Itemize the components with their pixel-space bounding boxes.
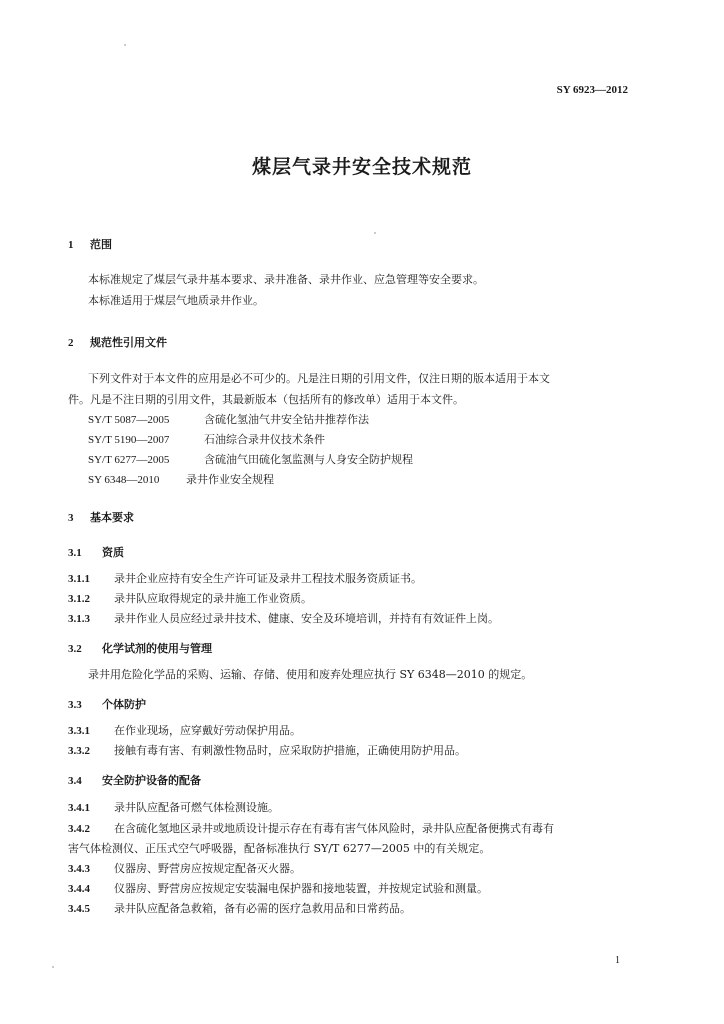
subsection-number: 3.4 — [68, 775, 82, 787]
subsection-number: 3.1 — [68, 547, 82, 559]
clause-number: 3.1.3 — [68, 613, 90, 625]
document-title: 煤层气录井安全技术规范 — [251, 156, 472, 178]
clause-number: 3.4.2 — [68, 823, 90, 835]
reference-item — [88, 471, 274, 487]
clause — [68, 860, 301, 876]
section-2-heading — [68, 334, 167, 350]
scan-speck — [52, 966, 54, 968]
clause — [68, 590, 312, 606]
clause-text: 在含硫化氢地区录井或地质设计提示存在有毒有害气体风险时，录井队应配备便携式有毒有 — [114, 822, 554, 835]
reference-title: 录井作业安全规程 — [186, 473, 274, 486]
reference-item — [88, 411, 369, 427]
clause-number: 3.4.1 — [68, 802, 90, 814]
clause-text: 录井队应配备可燃气体检测设施。 — [114, 801, 279, 814]
subsection-title: 资质 — [102, 546, 124, 559]
clause-continuation: 害气体检测仪、正压式空气呼吸器，配备标准执行 SY/T 6277—2005 中的有关规定。 — [68, 842, 491, 855]
reference-item — [88, 451, 413, 467]
section-number: 2 — [68, 337, 74, 349]
clause-number: 3.4.4 — [68, 883, 90, 895]
standard-number: SY 6923—2012 — [556, 84, 628, 96]
paragraph: 件。凡是不注日期的引用文件，其最新版本（包括所有的修改单）适用于本文件。 — [68, 393, 464, 406]
subsection-3-1-heading — [68, 544, 124, 560]
clause-number: 3.1.1 — [68, 573, 90, 585]
reference-code: SY/T 6277—2005 — [88, 454, 170, 466]
clause — [68, 880, 488, 896]
section-title: 规范性引用文件 — [90, 336, 167, 349]
clause-text: 录井作业人员应经过录井技术、健康、安全及环境培训，并持有有效证件上岗。 — [114, 612, 499, 625]
clause-text: 录井队应配备急救箱，备有必需的医疗急救用品和日常药品。 — [114, 902, 411, 915]
subsection-3-4-heading — [68, 772, 201, 788]
clause — [68, 900, 411, 916]
section-number: 1 — [68, 239, 74, 251]
reference-code: SY/T 5087—2005 — [88, 414, 170, 426]
paragraph: 录井用危险化学品的采购、运输、存储、使用和废弃处理应执行 SY 6348—2010 的规定。 — [88, 668, 533, 681]
clause — [68, 570, 422, 586]
clause-text: 在作业现场，应穿戴好劳动保护用品。 — [114, 724, 301, 737]
page-number: 1 — [615, 955, 620, 966]
section-title: 基本要求 — [90, 511, 134, 524]
section-number: 3 — [68, 512, 74, 524]
subsection-title: 安全防护设备的配备 — [102, 774, 201, 787]
reference-item — [88, 431, 325, 447]
clause — [68, 799, 279, 815]
clause-text: 仪器房、野营房应按规定安装漏电保护器和接地装置，并按规定试验和测量。 — [114, 882, 488, 895]
subsection-title: 化学试剂的使用与管理 — [102, 642, 212, 655]
reference-title: 石油综合录井仪技术条件 — [204, 433, 325, 446]
paragraph: 本标准规定了煤层气录井基本要求、录井准备、录井作业、应急管理等安全要求。 — [88, 273, 484, 286]
reference-title: 含硫化氢油气井安全钻井推荐作法 — [204, 413, 369, 426]
scan-speck — [124, 44, 126, 46]
clause-text: 接触有毒有害、有刺激性物品时，应采取防护措施，正确使用防护用品。 — [114, 744, 466, 757]
clause-number: 3.4.5 — [68, 903, 90, 915]
scan-speck — [374, 232, 376, 234]
clause-text: 仪器房、野营房应按规定配备灭火器。 — [114, 862, 301, 875]
clause-number: 3.3.1 — [68, 725, 90, 737]
reference-title: 含硫油气田硫化氢监测与人身安全防护规程 — [204, 453, 413, 466]
subsection-3-2-heading — [68, 640, 212, 656]
subsection-3-3-heading — [68, 696, 146, 712]
subsection-number: 3.3 — [68, 699, 82, 711]
paragraph: 本标准适用于煤层气地质录井作业。 — [88, 294, 264, 307]
subsection-number: 3.2 — [68, 643, 82, 655]
clause-text: 录井企业应持有安全生产许可证及录井工程技术服务资质证书。 — [114, 572, 422, 585]
clause-text: 录井队应取得规定的录井施工作业资质。 — [114, 592, 312, 605]
clause-number: 3.1.2 — [68, 593, 90, 605]
section-3-heading — [68, 509, 134, 525]
clause — [68, 610, 499, 626]
paragraph: 下列文件对于本文件的应用是必不可少的。凡是注日期的引用文件，仅注日期的版本适用于本文 — [88, 372, 550, 385]
clause — [68, 722, 301, 738]
clause-number: 3.4.3 — [68, 863, 90, 875]
reference-code: SY 6348—2010 — [88, 474, 160, 486]
section-title: 范围 — [90, 238, 112, 251]
section-1-heading — [68, 236, 112, 252]
clause — [68, 742, 466, 758]
reference-code: SY/T 5190—2007 — [88, 434, 170, 446]
clause — [68, 820, 554, 836]
clause-number: 3.3.2 — [68, 745, 90, 757]
subsection-title: 个体防护 — [102, 698, 146, 711]
